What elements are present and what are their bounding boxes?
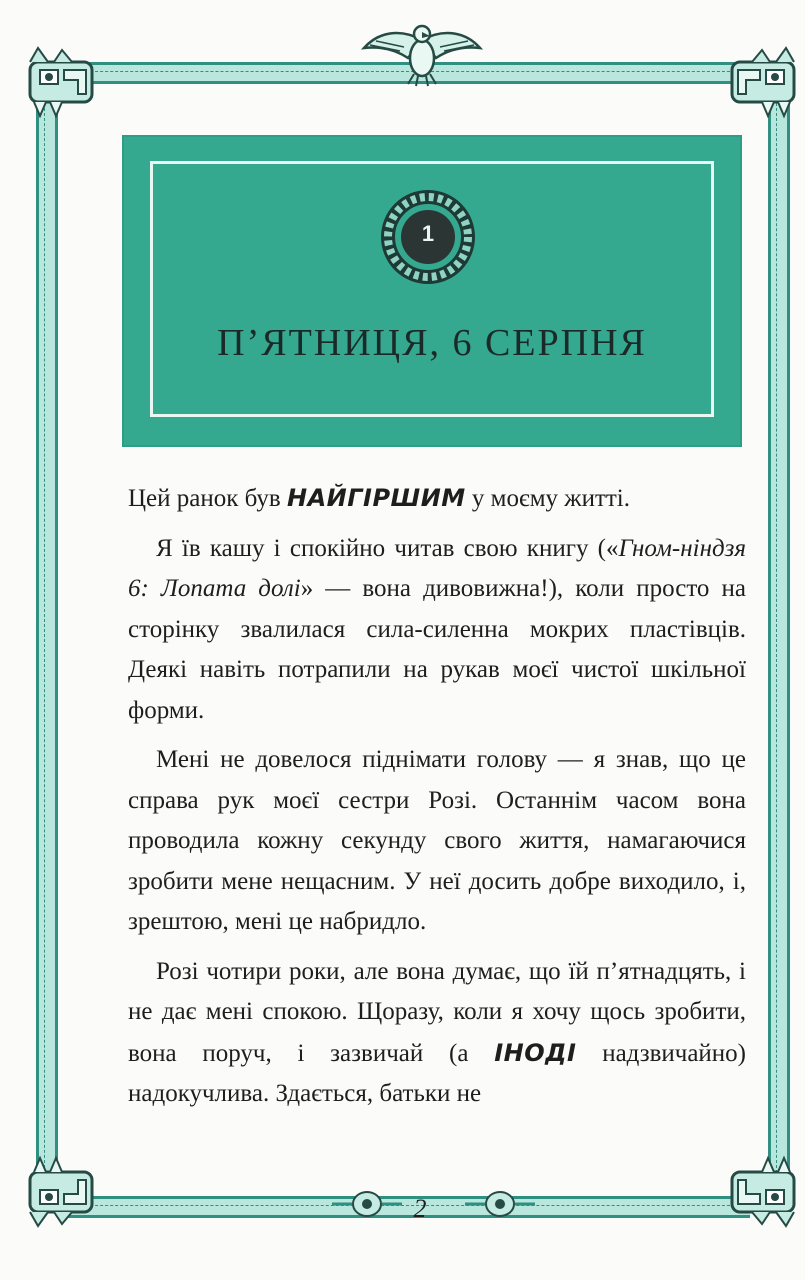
text-run: Цей ранок був: [128, 485, 287, 512]
floral-ornament-icon: [332, 1186, 402, 1222]
serpent-head-icon: [720, 40, 804, 124]
paragraph-1: [128, 478, 746, 520]
text-run: надзвичайно) надокучлива. Здається, батьки не: [128, 1039, 747, 1107]
floral-ornament-icon: [465, 1186, 535, 1222]
serpent-head-icon: [720, 1150, 804, 1234]
serpent-head-icon: [20, 1150, 104, 1234]
text-run: Розі чотири роки, але вона думає, що їй п’ятнадцять, і не дає мені спокою. Щоразу, коли я хочу щось зробити, вона поруч, і зазвичай (а: [128, 957, 746, 1067]
book-title: Гном-ніндзя 6: Лопата долі: [128, 534, 746, 602]
serpent-head-icon: [20, 40, 104, 124]
border-right: [768, 88, 790, 1193]
paragraph-3: Мені не довелося піднімати голову — я знав, що це справа рук моєї сестри Розі. Останнім часом вона проводила кожну секунду свого життя, намагаючися зробити мене нещасним. У неї досить добре виходило, і, зрештою, мені це набридло.: [128, 746, 746, 935]
chapter-title: П’ЯТНИЦЯ, 6 СЕРПНЯ: [217, 322, 647, 364]
text-run: » — вона дивовижна!), коли просто на сторінку звалилася сила-силенна мокрих пластівців. Деякі навіть потрапили на рукав моєї чистої шкільної форми.: [128, 575, 746, 724]
page-number: 2: [413, 1194, 427, 1223]
paragraph-2: [128, 529, 746, 732]
paragraph-4: [128, 952, 746, 1115]
text-run: Я їв кашу і спокійно читав свою книгу («: [156, 534, 619, 562]
chapter-number: 1: [421, 221, 435, 246]
emphasis-word: НАЙГІРШИМ: [286, 484, 466, 512]
chapter-header: [122, 135, 742, 447]
chapter-emblem: [378, 187, 478, 287]
border-left: [36, 88, 58, 1193]
eagle-icon: [360, 18, 484, 88]
text-run: у моєму житті.: [465, 485, 630, 512]
emphasis-word: ІНОДІ: [494, 1038, 577, 1067]
body-text: [128, 478, 746, 1115]
